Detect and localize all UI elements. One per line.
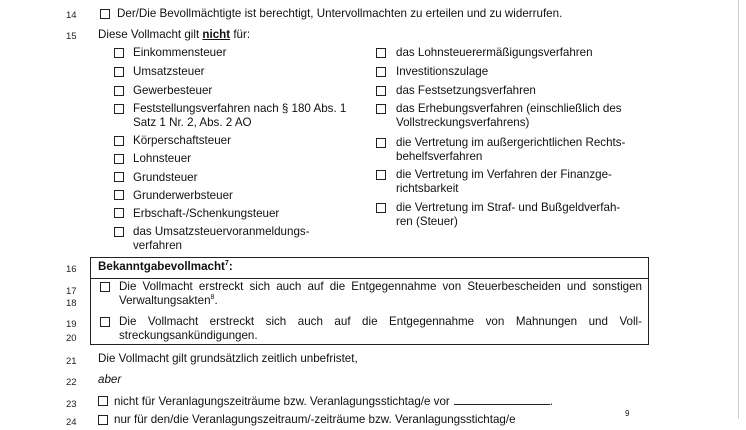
unbefristet-text: Die Vollmacht gilt grundsätzlich zeitlich unbefristet,: [98, 352, 358, 365]
checkbox-nicht-vor[interactable]: [98, 396, 108, 406]
label-einkommensteuer: Einkommensteuer: [133, 46, 227, 59]
checkbox-grundsteuer[interactable]: [114, 172, 124, 182]
label-erhebungsverfahren-2: Vollstreckungsverfahrens): [396, 116, 530, 129]
label-finanzgerichtsbarkeit-2: richtsbarkeit: [396, 182, 459, 195]
line-number-19: 19: [66, 319, 77, 330]
label-feststellungsverfahren-2: Satz 1 Nr. 2, Abs. 2 AO: [133, 116, 252, 129]
label-umsatzsteuervoranmeldung-1: das Umsatzsteuervoranmeldungs-: [133, 225, 310, 238]
checkbox-einkommensteuer[interactable]: [114, 48, 124, 58]
footnote-8: 8: [210, 294, 215, 302]
checkbox-straf-bussgeld[interactable]: [376, 203, 386, 213]
label-grunderwerbsteuer: Grunderwerbsteuer: [133, 189, 233, 202]
checkbox-steuerbescheide[interactable]: [100, 282, 110, 292]
line-number-23: 23: [66, 399, 77, 410]
checkbox-grunderwerbsteuer[interactable]: [114, 190, 124, 200]
label-erhebungsverfahren-1: das Erhebungsverfahren (einschließlich des: [396, 102, 622, 115]
line-number-14: 14: [66, 10, 77, 21]
checkbox-aussergerichtlich[interactable]: [376, 138, 386, 148]
footnote-9: 9: [625, 409, 630, 418]
checkbox-mahnungen[interactable]: [100, 317, 110, 327]
label-festsetzungsverfahren: das Festsetzungsverfahren: [396, 84, 536, 97]
label-umsatzsteuer: Umsatzsteuer: [133, 65, 205, 78]
label-grundsteuer: Grundsteuer: [133, 171, 198, 184]
label-aussergerichtlich-1: die Vertretung im außergerichtlichen Rechts-: [396, 136, 626, 149]
checkbox-koerperschaftsteuer[interactable]: [114, 136, 124, 146]
line-number-22: 22: [66, 377, 77, 388]
checkbox-umsatzsteuervoranmeldung[interactable]: [114, 227, 124, 237]
checkbox-finanzgerichtsbarkeit[interactable]: [376, 170, 386, 180]
line-number-20: 20: [66, 333, 77, 344]
label-lohnsteuerermaessigung: das Lohnsteuerermäßigungsverfahren: [396, 46, 593, 59]
checkbox-lohnsteuerermaessigung[interactable]: [376, 48, 386, 58]
box-divider: [91, 278, 648, 279]
line-number-21: 21: [66, 356, 77, 367]
checkbox-lohnsteuer[interactable]: [114, 154, 124, 164]
label-investitionszulage: Investitionszulage: [396, 65, 489, 78]
vollmacht-nicht-fuer: [98, 28, 250, 42]
opt1-period: .: [214, 294, 218, 307]
checkbox-nur-fuer[interactable]: [98, 415, 108, 425]
nicht-fuer-after: für:: [230, 28, 251, 41]
steuerbescheide-text-1: Die Vollmacht erstreckt sich auch auf die Entgegennahme von Steuerbescheiden und sonstigen: [119, 280, 642, 293]
label-lohnsteuer: Lohnsteuer: [133, 152, 192, 165]
footnote-7: 7: [224, 260, 229, 268]
nicht-vor-label: nicht für Veranlagungszeiträume bzw. Veranlagungsstichtag/e vor: [114, 395, 450, 408]
page-edge-line: [738, 0, 739, 419]
untervollmacht-text: Der/Die Bevollmächtigte ist berechtigt, Untervollmachten zu erteilen und zu widerrufen.: [117, 7, 563, 20]
checkbox-erhebungsverfahren[interactable]: [376, 104, 386, 114]
label-aussergerichtlich-2: behelfsverfahren: [396, 150, 483, 163]
line-number-16: 16: [66, 264, 77, 275]
steuerbescheide-text-2: [119, 294, 218, 308]
line-number-15: 15: [66, 31, 77, 42]
label-straf-bussgeld-1: die Vertretung im Straf- und Bußgeldverfah-: [396, 201, 621, 214]
checkbox-erbschaftsteuer[interactable]: [114, 208, 124, 218]
aber-text: aber: [98, 373, 122, 386]
nicht-vor-text: [114, 394, 553, 409]
verwaltungsakten-text: Verwaltungsakten: [119, 294, 211, 307]
nur-fuer-text: nur für den/die Veranlagungszeitraum/-zeiträume bzw. Veranlagungsstichtag/e: [114, 413, 516, 426]
label-straf-bussgeld-2: ren (Steuer): [396, 215, 458, 228]
label-feststellungsverfahren-1: Feststellungsverfahren nach § 180 Abs. 1: [133, 102, 347, 115]
bekanntgabe-title-text: Bekanntgabevollmacht: [98, 260, 225, 273]
mahnungen-text-2: streckungsankündigungen.: [119, 329, 258, 342]
nicht-emphasis: nicht: [202, 28, 231, 41]
nicht-fuer-before: Diese Vollmacht gilt: [98, 28, 203, 41]
label-erbschaftsteuer: Erbschaft-/Schenkungsteuer: [133, 207, 280, 220]
label-finanzgerichtsbarkeit-1: die Vertretung im Verfahren der Finanzge-: [396, 168, 612, 181]
mahnungen-text-1: Die Vollmacht erstreckt sich auch auf die Entgegennahme von Mahnungen und Voll-: [119, 315, 642, 328]
checkbox-gewerbesteuer[interactable]: [114, 86, 124, 96]
line-number-24: 24: [66, 417, 77, 428]
bekanntgabevollmacht-title: [98, 260, 233, 274]
checkbox-untervollmacht[interactable]: [100, 9, 110, 19]
line-number-17: 17: [66, 286, 77, 297]
label-koerperschaftsteuer: Körperschaftsteuer: [133, 134, 231, 147]
line-number-18: 18: [66, 298, 77, 309]
checkbox-festsetzungsverfahren[interactable]: [376, 86, 386, 96]
label-umsatzsteuervoranmeldung-2: verfahren: [133, 239, 182, 252]
label-gewerbesteuer: Gewerbesteuer: [133, 84, 213, 97]
nicht-vor-period: .: [549, 395, 554, 408]
bekanntgabe-title-colon: :: [228, 260, 233, 273]
checkbox-umsatzsteuer[interactable]: [114, 67, 124, 77]
checkbox-investitionszulage[interactable]: [376, 67, 386, 77]
checkbox-feststellungsverfahren[interactable]: [114, 104, 124, 114]
date-blank-field[interactable]: [454, 394, 550, 405]
